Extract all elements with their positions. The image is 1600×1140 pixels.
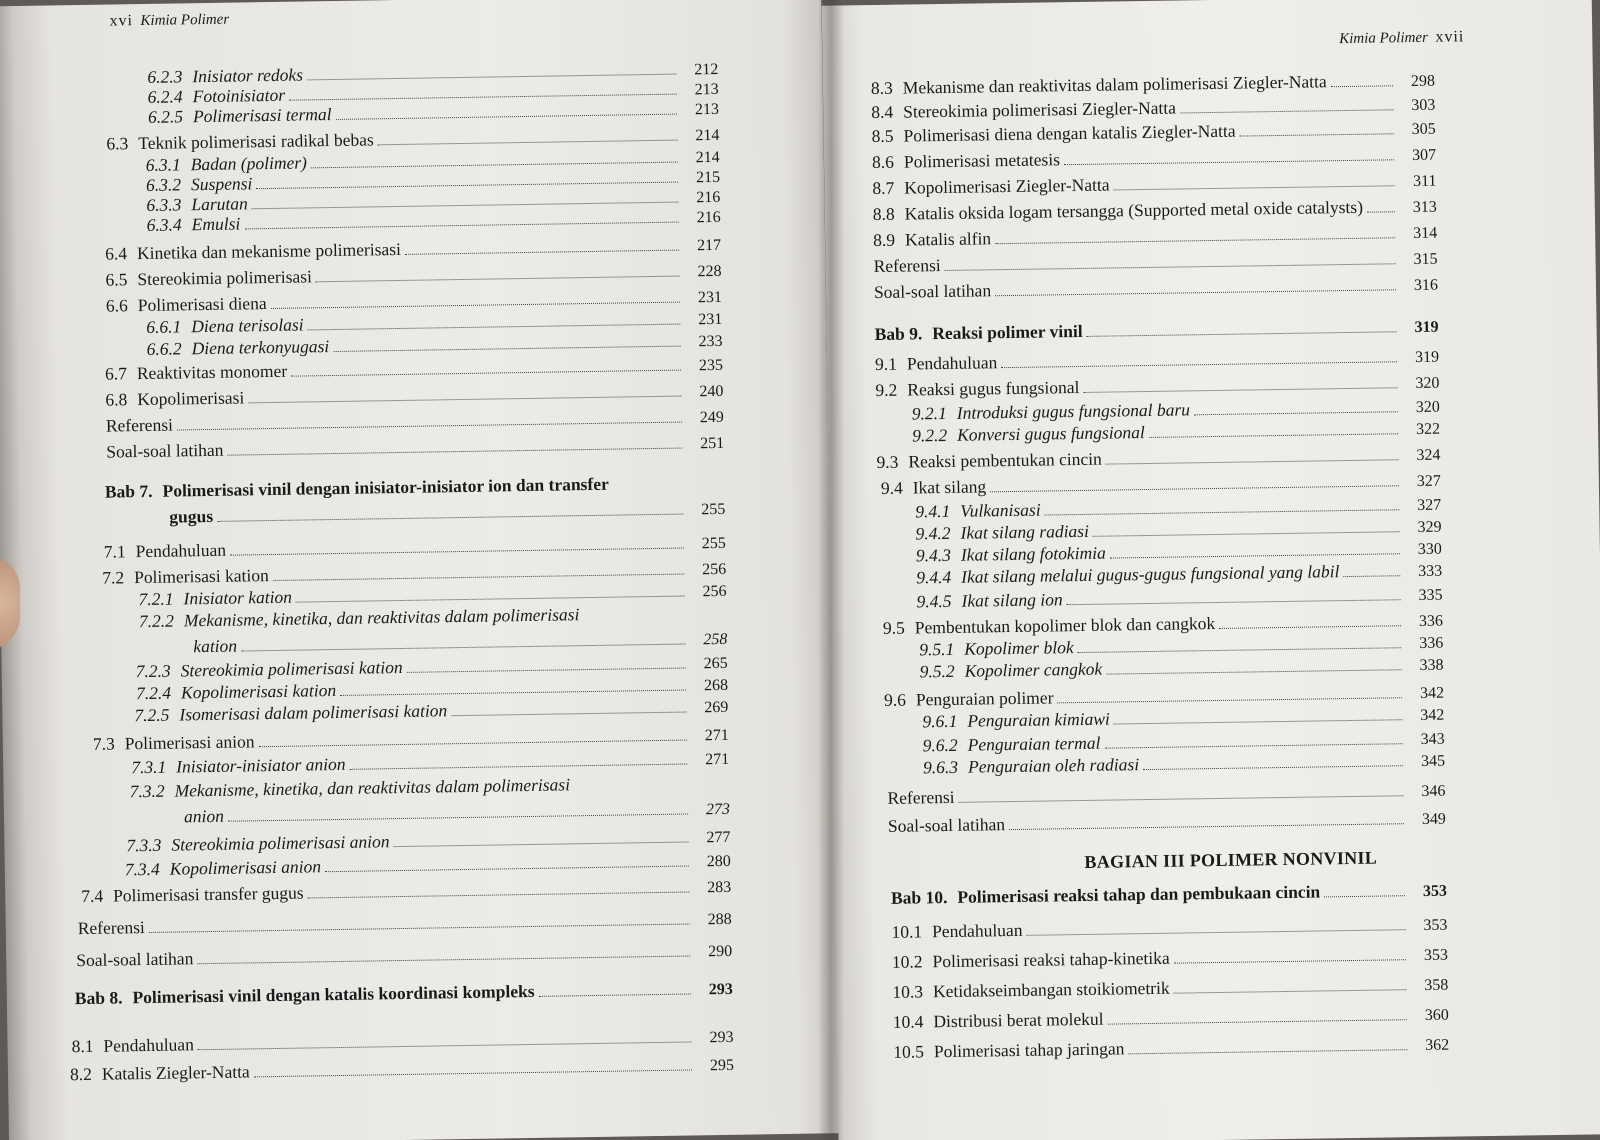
- dot-leader: [1106, 669, 1401, 674]
- right-toc-entry: [874, 315, 1438, 347]
- dot-leader: [316, 276, 680, 283]
- toc-entry-title: Suspensi: [190, 173, 253, 195]
- toc-entry-number: 6.6: [105, 295, 128, 316]
- toc-entry-number: 6.3.1: [145, 154, 181, 175]
- dot-leader: [959, 795, 1404, 803]
- toc-entry-number: 9.5.1: [919, 638, 955, 660]
- toc-entry-page: 362: [1425, 1036, 1450, 1054]
- toc-entry-page: 358: [1424, 976, 1449, 994]
- toc-entry-page: 314: [1413, 224, 1438, 243]
- dot-leader: [1194, 411, 1398, 415]
- dot-leader: [227, 448, 682, 456]
- toc-entry-title-line2: gugus: [169, 505, 214, 527]
- dot-leader: [1045, 509, 1400, 515]
- toc-entry-number: 10.2: [891, 951, 923, 972]
- toc-entry-number: 7.3.1: [131, 756, 167, 778]
- toc-entry-page: 360: [1424, 1006, 1449, 1024]
- dot-leader: [1343, 575, 1400, 577]
- toc-entry-number: 9.6.2: [922, 734, 958, 756]
- left-running-title: Kimia Polimer: [140, 11, 230, 30]
- dot-leader: [350, 764, 688, 770]
- toc-entry-page: 293: [708, 980, 733, 999]
- toc-entry-number: 7.3: [92, 733, 115, 754]
- toc-entry-title: Soal-soal latihan: [106, 439, 224, 462]
- toc-entry-number: 9.2.1: [911, 402, 947, 424]
- toc-entry-title: Kopolimerisasi anion: [169, 856, 322, 879]
- toc-entry-page: 258: [703, 630, 728, 649]
- dot-leader: [1027, 929, 1406, 936]
- toc-entry-page: 212: [694, 60, 719, 79]
- toc-entry-number: 6.3: [106, 133, 129, 154]
- left-toc-entry: [75, 977, 733, 1011]
- toc-entry-title: Inisiator redoks: [192, 64, 304, 87]
- toc-entry-page: 255: [701, 500, 726, 519]
- toc-entry-title: Inisiator kation: [183, 586, 293, 609]
- toc-entry-page: 320: [1415, 398, 1440, 417]
- toc-entry-title: Reaksi pembentukan cincin: [908, 448, 1102, 472]
- toc-entry-title: Soal-soal latihan: [76, 948, 194, 971]
- toc-entry-title: Ikat silang ion: [961, 589, 1063, 611]
- dot-leader: [149, 923, 690, 932]
- toc-entry-title: Reaksi gugus fungsional: [907, 376, 1080, 400]
- toc-entry-number: 7.2.2: [138, 610, 175, 632]
- toc-entry-title: Polimerisasi vinil dengan katalis koordinasi kompleks: [132, 980, 535, 1008]
- toc-entry-title: Kopolimer blok: [964, 637, 1074, 659]
- right-page: [822, 0, 1600, 1140]
- right-page-number: xvii: [1435, 28, 1465, 46]
- toc-entry-page: 303: [1411, 96, 1436, 115]
- dot-leader: [1110, 553, 1400, 558]
- toc-entry-title: Katalis oksida logam tersangga (Supported metal oxide catalysts): [904, 196, 1364, 224]
- dot-leader: [197, 955, 690, 964]
- toc-entry-number: 6.6.2: [146, 338, 182, 359]
- toc-entry-number: 6.5: [105, 269, 128, 290]
- right-toc-entry: [891, 879, 1447, 911]
- toc-entry-page: 228: [697, 262, 722, 281]
- toc-entry-title: Kopolimerisasi kation: [180, 680, 337, 703]
- dot-leader: [1106, 459, 1399, 464]
- toc-entry-title: Isomerisasi dalam polimerisasi kation: [179, 700, 448, 725]
- toc-entry-title: Katalis Ziegler-Natta: [101, 1061, 250, 1084]
- dot-leader: [1093, 531, 1400, 537]
- toc-entry-number: 6.2.4: [147, 86, 183, 107]
- toc-entry-page: 320: [1415, 374, 1440, 393]
- toc-entry-number: 7.4: [81, 885, 104, 907]
- dot-leader: [325, 866, 689, 873]
- toc-entry-number: 6.8: [105, 389, 128, 410]
- toc-entry-title: Kinetika dan mekanisme polimerisasi: [136, 238, 402, 264]
- toc-entry-page: 265: [703, 654, 728, 673]
- dot-leader: [1114, 719, 1403, 724]
- dot-leader: [995, 237, 1395, 244]
- toc-entry-page: 251: [700, 434, 725, 453]
- dot-leader: [1009, 823, 1404, 830]
- toc-entry-number: 10.5: [893, 1041, 925, 1062]
- toc-entry-page: 277: [706, 828, 731, 847]
- part-heading: BAGIAN III POLIMER NONVINIL: [1084, 847, 1378, 872]
- dot-leader: [308, 324, 681, 331]
- toc-entry-title: Polimerisasi vinil dengan inisiator-inisiator ion dan transfer: [162, 473, 609, 501]
- toc-entry-page: 343: [1420, 730, 1445, 748]
- toc-entry-title: Distribusi berat molekul: [933, 1008, 1104, 1032]
- dot-leader: [241, 644, 685, 652]
- dot-leader: [1174, 989, 1407, 993]
- toc-entry-title: Larutan: [191, 193, 248, 215]
- toc-entry-title: Konversi gugus fungsional: [956, 422, 1145, 445]
- book-gutter: [818, 0, 844, 1140]
- toc-entry-number: 7.2.5: [134, 704, 170, 726]
- toc-entry-number: 9.6.1: [922, 710, 958, 732]
- toc-entry-number: 6.3.3: [146, 194, 182, 215]
- toc-entry-number: 9.4.3: [915, 544, 952, 566]
- toc-entry-number: 9.5.2: [919, 660, 955, 682]
- toc-entry-number: 7.2.1: [138, 588, 174, 610]
- dot-leader: [1128, 1049, 1407, 1054]
- toc-entry-page: 336: [1418, 612, 1444, 630]
- toc-entry-number: 8.4: [871, 101, 894, 123]
- toc-entry-title: Penguraian kimiawi: [967, 708, 1110, 731]
- toc-entry-number: 7.3.3: [126, 834, 162, 856]
- dot-leader: [1114, 185, 1395, 190]
- toc-entry-title: Diena terkonyugasi: [191, 336, 330, 359]
- dot-leader: [1064, 159, 1394, 165]
- toc-entry-title: Penguraian polimer: [915, 687, 1054, 710]
- right-running-title: Kimia Polimer: [1339, 29, 1429, 48]
- toc-entry-title: Pembentukan kopolimer blok dan cangkok: [914, 613, 1216, 638]
- dot-leader: [1143, 765, 1403, 770]
- dot-leader: [990, 485, 1399, 492]
- dot-leader: [177, 422, 682, 431]
- toc-entry-page: 217: [696, 236, 722, 255]
- dot-leader: [248, 396, 681, 404]
- toc-entry-number: 9.4.5: [916, 590, 952, 612]
- toc-entry-page: 215: [695, 168, 721, 187]
- dot-leader: [1149, 433, 1398, 438]
- toc-entry-number: 10.4: [892, 1011, 924, 1032]
- dot-leader: [1108, 1019, 1407, 1024]
- toc-entry-number: 8.6: [871, 151, 895, 173]
- toc-entry-title: Polimerisasi tahap jaringan: [933, 1038, 1125, 1062]
- toc-entry-page: 324: [1416, 446, 1441, 464]
- toc-entry-page: 290: [708, 942, 733, 961]
- toc-entry-number: 8.7: [872, 177, 895, 199]
- left-toc-entry-continuation: [184, 797, 730, 830]
- toc-entry-page: 233: [698, 332, 723, 351]
- toc-entry-number: 9.4.2: [915, 522, 951, 544]
- toc-entry-page: 269: [704, 698, 729, 717]
- toc-entry-page: 235: [698, 356, 724, 375]
- left-toc-entry: [70, 1053, 734, 1087]
- toc-entry-number: 7.1: [103, 541, 126, 562]
- left-toc-entry-continuation: [169, 497, 725, 530]
- dot-leader: [291, 370, 681, 377]
- toc-entry-title: Mekanisme, kinetika, dan reaktivitas dalam polimerisasi: [183, 604, 580, 631]
- dot-leader: [405, 250, 679, 255]
- toc-entry-page: 322: [1415, 420, 1441, 439]
- toc-entry-number: 6.3.4: [146, 214, 182, 235]
- toc-entry-page: 346: [1421, 782, 1446, 800]
- toc-entry-title: Penguraian termal: [967, 732, 1101, 755]
- dot-leader: [259, 740, 687, 748]
- toc-entry-page: 298: [1410, 72, 1436, 91]
- toc-entry-number: 9.2.2: [911, 424, 948, 446]
- toc-entry-page: 271: [705, 750, 730, 769]
- dot-leader: [230, 548, 684, 556]
- dot-leader: [995, 289, 1396, 296]
- toc-entry-page: 213: [694, 100, 720, 119]
- right-toc-entry: [893, 1033, 1449, 1065]
- dot-leader: [394, 842, 689, 848]
- toc-entry-title: Kopolimer cangkok: [964, 658, 1103, 681]
- toc-entry-title: Ikat silang: [912, 476, 987, 498]
- toc-entry-title: Katalis alfin: [904, 228, 992, 250]
- toc-entry-page: 349: [1421, 810, 1446, 828]
- toc-entry-number: 9.3: [876, 451, 899, 473]
- left-running-head: [109, 11, 229, 31]
- dot-leader: [1180, 109, 1393, 113]
- toc-entry-number: 8.3: [870, 77, 893, 99]
- dot-leader: [340, 690, 686, 696]
- dot-leader: [1367, 211, 1395, 212]
- toc-entry-title: Kopolimerisasi: [137, 387, 245, 410]
- toc-entry-number: 7.2.3: [135, 660, 171, 682]
- toc-entry-page: 342: [1420, 706, 1445, 724]
- toc-entry-title: Polimerisasi metatesis: [903, 149, 1061, 172]
- toc-entry-number: 7.3.2: [129, 780, 165, 802]
- toc-entry-title-line2: kation: [193, 635, 238, 657]
- dot-leader: [228, 814, 688, 822]
- toc-entry-title: Referensi: [887, 786, 955, 808]
- toc-entry-page: 216: [696, 188, 721, 207]
- toc-entry-number: 8.1: [71, 1035, 94, 1057]
- dot-leader: [1078, 647, 1402, 653]
- toc-entry-title: Polimerisasi kation: [133, 565, 269, 588]
- toc-entry-title: Soal-soal latihan: [873, 280, 992, 303]
- toc-entry-page: 353: [1422, 882, 1448, 900]
- toc-entry-number: 6.3.2: [145, 174, 182, 195]
- toc-entry-page: 345: [1420, 752, 1446, 770]
- toc-entry-page: 293: [709, 1028, 734, 1047]
- toc-entry-title: Stereokimia polimerisasi: [137, 266, 313, 290]
- dot-leader: [407, 668, 686, 673]
- toc-entry-page: 283: [707, 878, 732, 897]
- dot-leader: [333, 346, 680, 352]
- dot-leader: [1324, 895, 1405, 897]
- toc-entry-number: Bab 7.: [104, 480, 153, 502]
- toc-entry-page: 240: [699, 382, 724, 401]
- toc-entry-title: Introduksi gugus fungsional baru: [956, 399, 1191, 423]
- toc-entry-number: 7.2: [102, 567, 125, 588]
- toc-entry-title: Polimerisasi reaksi tahap-kinetika: [932, 947, 1170, 972]
- toc-entry-number: Bab 10.: [890, 887, 948, 908]
- toc-entry-title: Soal-soal latihan: [887, 814, 1006, 836]
- toc-entry-page: 316: [1413, 276, 1439, 295]
- toc-entry-title: Kopolimerisasi Ziegler-Natta: [904, 174, 1110, 198]
- toc-entry-page: 313: [1412, 198, 1437, 217]
- toc-entry-number: 8.5: [871, 125, 894, 147]
- toc-entry-page: 305: [1411, 120, 1436, 139]
- toc-entry-page: 338: [1419, 656, 1444, 674]
- toc-entry-number: 10.1: [891, 921, 923, 942]
- dot-leader: [1240, 133, 1394, 136]
- toc-entry-title: Polimerisasi reaksi tahap dan pembukaan cincin: [957, 881, 1321, 907]
- toc-entry-page: 311: [1412, 172, 1437, 191]
- toc-entry-title: Pendahuluan: [906, 352, 998, 374]
- right-toc-entry: [888, 807, 1446, 839]
- toc-entry-page: 330: [1417, 540, 1442, 558]
- toc-entry-page: 249: [699, 408, 724, 427]
- toc-entry-number: 6.7: [104, 363, 128, 384]
- toc-entry-page: 336: [1419, 634, 1444, 652]
- toc-entry-title: Emulsi: [191, 213, 241, 235]
- toc-entry-number: Bab 9.: [874, 323, 923, 345]
- toc-entry-page: 273: [705, 800, 731, 819]
- dot-leader: [539, 993, 691, 996]
- toc-entry-page: 214: [695, 148, 720, 167]
- right-toc-entry: [892, 943, 1448, 975]
- toc-entry-title: Pendahuluan: [931, 919, 1023, 942]
- dot-leader: [308, 891, 690, 898]
- toc-entry-page: 231: [698, 310, 723, 329]
- toc-entry-number: 9.4.1: [915, 500, 951, 522]
- toc-entry-title: Inisiator-inisiator anion: [176, 753, 346, 777]
- toc-entry-number: 9.6.3: [922, 756, 959, 778]
- toc-entry-page: 280: [706, 852, 731, 871]
- toc-entry-number: 9.4.4: [916, 566, 952, 588]
- dot-leader: [1331, 85, 1393, 87]
- left-toc-entry: [78, 907, 732, 941]
- dot-leader: [336, 114, 677, 120]
- toc-entry-page: 327: [1416, 472, 1441, 490]
- right-toc-entry: [887, 779, 1445, 811]
- toc-entry-number: 9.5: [882, 617, 905, 638]
- toc-entry-page: 353: [1423, 916, 1448, 934]
- dot-leader: [1104, 743, 1402, 748]
- toc-entry-number: Bab 8.: [74, 987, 123, 1009]
- toc-entry-title: Ikat silang radiasi: [960, 520, 1090, 543]
- dot-leader: [1087, 331, 1397, 337]
- toc-entry-number: 6.2.3: [147, 66, 183, 87]
- toc-entry-page: 327: [1417, 496, 1442, 514]
- toc-entry-page: 213: [694, 80, 719, 99]
- toc-entry-title: Referensi: [77, 917, 145, 939]
- toc-entry-number: 8.9: [873, 229, 896, 251]
- toc-entry-title: Reaktivitas monomer: [136, 360, 288, 384]
- toc-entry-number: 10.3: [892, 981, 924, 1002]
- toc-entry-title: Reaksi polimer vinil: [932, 320, 1083, 344]
- toc-entry-title: Ketidakseimbangan stoikiometrik: [932, 977, 1170, 1002]
- dot-leader: [1058, 697, 1403, 703]
- toc-entry-title: Ikat silang melalui gugus-gugus fungsional yang labil: [961, 561, 1340, 587]
- left-toc-entry: [76, 939, 732, 973]
- toc-entry-page: 295: [709, 1056, 735, 1075]
- toc-entry-title: Vulkanisasi: [960, 499, 1041, 521]
- toc-entry-title: Badan (polimer): [190, 152, 308, 175]
- toc-entry-number: 9.2: [875, 379, 898, 401]
- toc-entry-title: Stereokimia polimerisasi kation: [180, 656, 403, 681]
- toc-entry-title: Referensi: [873, 255, 941, 277]
- dot-leader: [1083, 387, 1397, 393]
- dot-leader: [1219, 625, 1401, 629]
- toc-entry-number: 6.6.1: [146, 316, 182, 337]
- dot-leader: [1067, 599, 1401, 605]
- toc-entry-number: 7.2.4: [135, 682, 172, 704]
- right-toc-entry: [891, 913, 1447, 945]
- toc-entry-page: 319: [1414, 318, 1439, 337]
- dot-leader: [1174, 959, 1406, 963]
- toc-entry-title: Mekanisme dan reaktivitas dalam polimerisasi Ziegler-Natta: [902, 71, 1327, 98]
- toc-entry-title: Stereokimia polimerisasi anion: [171, 831, 390, 855]
- toc-entry-title: Pendahuluan: [103, 1034, 195, 1056]
- toc-entry-number: 9.1: [874, 353, 898, 375]
- toc-entry-title: Stereokimia polimerisasi Ziegler-Natta: [903, 97, 1177, 122]
- dot-leader: [198, 1041, 692, 1050]
- toc-entry-page: 271: [704, 726, 729, 745]
- toc-entry-page: 256: [702, 582, 727, 601]
- toc-entry-page: 307: [1411, 146, 1437, 165]
- toc-entry-page: 353: [1423, 946, 1449, 964]
- toc-entry-title: Fotoinisiator: [192, 84, 286, 107]
- toc-entry-title: Mekanisme, kinetika, dan reaktivitas dalam polimerisasi: [174, 774, 571, 801]
- dot-leader: [217, 514, 683, 522]
- toc-entry-page: 256: [702, 560, 727, 579]
- toc-entry-title: Pendahuluan: [135, 539, 227, 562]
- dot-leader: [254, 1069, 692, 1077]
- toc-entry-title: Polimerisasi termal: [192, 104, 332, 127]
- toc-entry-page: 342: [1419, 684, 1445, 702]
- toc-entry-number: 9.4: [880, 477, 903, 498]
- toc-entry-number: 8.2: [69, 1063, 93, 1085]
- right-toc-entry: [892, 973, 1448, 1005]
- dot-leader: [1001, 361, 1397, 368]
- toc-entry-number: 6.4: [104, 243, 128, 264]
- toc-entry-page: 333: [1418, 562, 1443, 580]
- dot-leader: [945, 263, 1396, 271]
- toc-entry-page: 288: [707, 910, 732, 929]
- toc-entry-page: 329: [1417, 518, 1442, 536]
- toc-entry-page: 214: [695, 126, 720, 145]
- toc-entry-page: 231: [697, 288, 723, 307]
- left-page-number: xvi: [109, 12, 134, 30]
- toc-entry-number: 7.3.4: [124, 858, 160, 880]
- toc-entry-page: 255: [701, 534, 726, 553]
- dot-leader: [378, 140, 678, 146]
- toc-entry-number: 9.6: [883, 689, 907, 710]
- right-toc-entry: [893, 1003, 1449, 1035]
- right-running-head: [1339, 28, 1464, 48]
- toc-entry-page: 335: [1418, 586, 1443, 604]
- toc-entry-title-line2: anion: [183, 805, 225, 827]
- toc-entry-number: 8.8: [872, 203, 895, 225]
- toc-entry-page: 268: [703, 676, 729, 695]
- toc-entry-title: Teknik polimerisasi radikal bebas: [138, 129, 374, 154]
- toc-entry-title: Ikat silang fotokimia: [960, 542, 1106, 565]
- toc-entry-title: Polimerisasi anion: [124, 731, 255, 754]
- dot-leader: [244, 222, 678, 230]
- toc-entry-title: Penguraian oleh radiasi: [967, 754, 1140, 777]
- toc-entry-title: Polimerisasi transfer gugus: [112, 882, 304, 906]
- toc-entry-page: 216: [696, 208, 721, 227]
- toc-entry-number: 6.2.5: [147, 106, 184, 127]
- toc-entry-title: Referensi: [105, 414, 174, 436]
- toc-entry-title: Polimerisasi diena: [137, 293, 267, 316]
- dot-leader: [451, 712, 686, 717]
- toc-entry-page: 315: [1413, 250, 1438, 269]
- toc-entry-title: Diena terisolasi: [191, 314, 304, 337]
- toc-entry-page: 319: [1414, 348, 1440, 367]
- toc-entry-title: Polimerisasi diena dengan katalis Ziegler-Natta: [903, 120, 1236, 146]
